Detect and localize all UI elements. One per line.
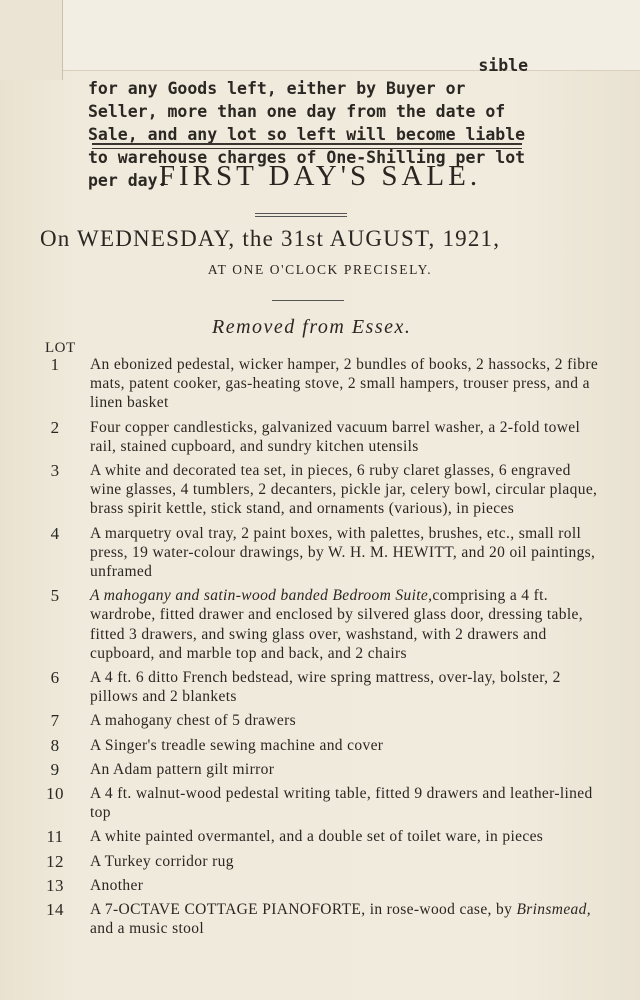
lot-item (40, 852, 600, 871)
lot-number: 11 (46, 827, 64, 847)
lot-item (40, 900, 600, 938)
lot-number: 12 (46, 851, 64, 871)
sale-date: On WEDNESDAY, the 31st AUGUST, 1921, (40, 226, 501, 251)
lot-item (40, 418, 600, 456)
lot-item (40, 524, 600, 582)
lot-number: 13 (46, 875, 64, 895)
lot-item (40, 827, 600, 846)
lot-number: 6 (50, 668, 60, 688)
lot-description-italic: A mahogany and satin-wood banded Bedroom Suite, (90, 587, 433, 605)
title-rule (255, 213, 347, 217)
double-rule (92, 143, 522, 149)
lot-item (40, 668, 600, 706)
lot-list (40, 355, 600, 943)
lot-number: 2 (50, 417, 60, 437)
section-rule (272, 300, 344, 301)
lot-description: An ebonized pedestal, wicker hamper, 2 bundles of books, 2 hassocks, 2 fibre mats, patent cooker, gas-heating stove, 2 small hampers, trouser press, and a linen basket (90, 356, 599, 412)
lot-number: 8 (50, 735, 60, 755)
lot-description-italic: Brinsmead, (516, 901, 591, 919)
lot-number: 4 (50, 523, 60, 543)
lot-item (40, 784, 600, 822)
lot-description (90, 900, 600, 938)
lot-number: 14 (46, 900, 64, 920)
lot-description: A Turkey corridor rug (90, 852, 234, 870)
lot-item (40, 355, 600, 413)
lot-description: A marquetry oval tray, 2 paint boxes, with palettes, brushes, etc., small roll press, 19 water-colour drawings, by W. H. M. HEWITT, and 20 oil paintings, unframed (90, 524, 596, 581)
lot-description: A white painted overmantel, and a double set of toilet ware, in pieces (90, 828, 544, 846)
lot-item (40, 461, 600, 519)
lot-number: 1 (50, 355, 60, 374)
lot-number: 10 (46, 784, 64, 804)
lot-description: A white and decorated tea set, in pieces, 6 ruby claret glasses, 6 engraved wine glasses, 4 tumblers, 2 decanters, pickle jar, celery bowl, circular plaque, brass spirit kettle, stick stand, and ornaments (various), in pieces (90, 462, 598, 518)
removed-from-line: Removed from Essex. (212, 316, 412, 338)
lot-item (40, 876, 600, 895)
lot-description-main: A 7-OCTAVE COTTAGE PIANOFORTE, in rose-wood case, by (90, 901, 513, 919)
sale-time: AT ONE O'CLOCK PRECISELY. (207, 262, 433, 277)
lot-description: Another (90, 876, 144, 894)
notice-text: for any Goods left, either by Buyer or Seller, more than one day from the date of Sale, and any lot so left will become liable to warehouse charges of One-Shilling per lot per day. (88, 79, 526, 190)
lot-description (90, 586, 600, 663)
cut-word: sible (478, 56, 528, 75)
lot-item (40, 760, 600, 779)
lot-number: 3 (50, 461, 60, 481)
lot-number: 9 (50, 759, 60, 779)
lot-description: A mahogany chest of 5 drawers (90, 712, 296, 730)
lot-description: A 4 ft. walnut-wood pedestal writing table, fitted 9 drawers and leather-lined top (90, 785, 593, 822)
lot-description: A Singer's treadle sewing machine and cover (90, 736, 384, 754)
lot-description: Four copper candlesticks, galvanized vacuum barrel washer, a 2-fold towel rail, stained cupboard, and sundry kitchen utensils (90, 418, 581, 455)
lot-item (40, 736, 600, 755)
torn-page-edge (0, 0, 63, 80)
lot-column-header: LOT (45, 340, 76, 356)
lot-item (40, 586, 600, 663)
lot-item (40, 711, 600, 730)
lot-number: 5 (50, 586, 60, 606)
lot-description-tail: and a music stool (90, 920, 205, 938)
lot-description: An Adam pattern gilt mirror (90, 760, 275, 778)
lot-description-rest: comprising a 4 ft. wardrobe, fitted drawer and enclosed by silvered glass door, dressing table, fitted 3 drawers, and swing glass over, washstand, with 2 drawers and cupboard, and marble top and back, and 2 chairs (90, 587, 583, 662)
lot-number: 7 (50, 711, 60, 731)
lot-description: A 4 ft. 6 ditto French bedstead, wire spring mattress, over-lay, bolster, 2 pillows and 2 blankets (90, 669, 561, 706)
sale-title: FIRST DAY'S SALE. (158, 160, 482, 192)
